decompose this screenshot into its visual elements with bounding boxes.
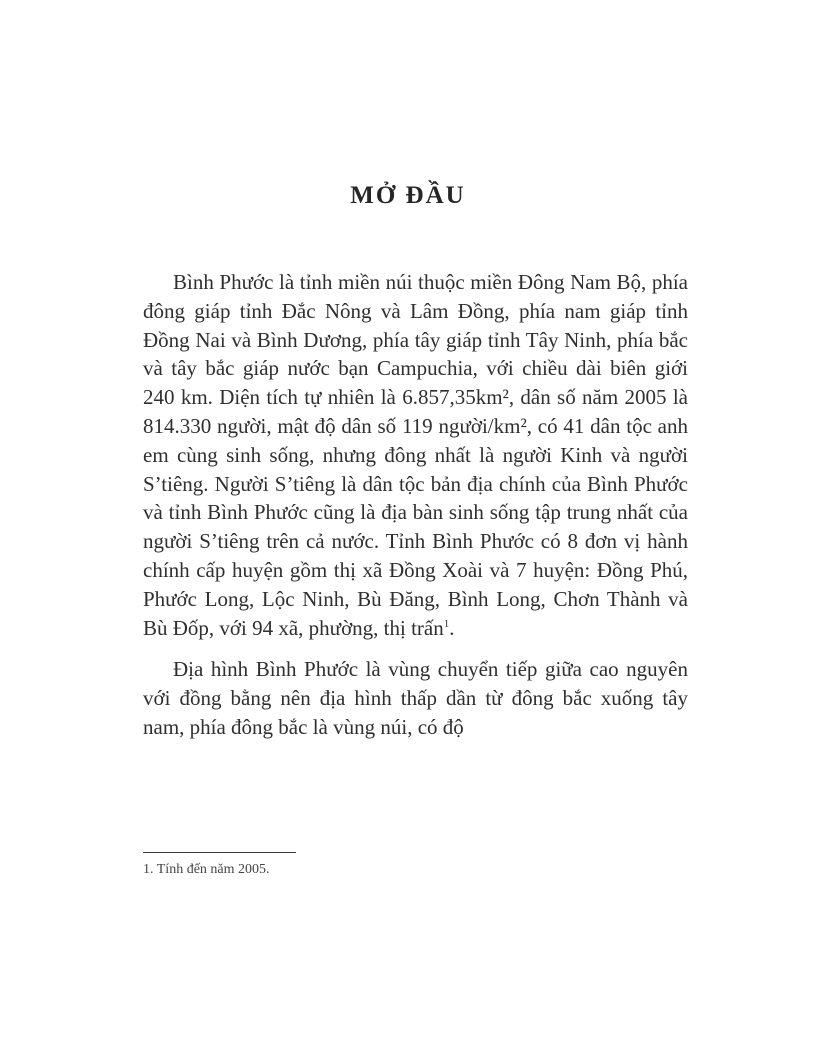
body-text	[143, 268, 688, 742]
footnote: 1. Tính đến năm 2005.	[143, 862, 270, 877]
paragraph-1-text: Bình Phước là tỉnh miền núi thuộc miền Đông Nam Bộ, phía đông giáp tỉnh Đắc Nông và Lâm Đồng, phía nam giáp tỉnh Đồng Nai và Bình Dương, phía tây giáp tỉnh Tây Ninh, phía bắc và tây bắc giáp nước bạn Campuchia, với chiều dài biên giới 240 km. Diện tích tự nhiên là 6.857,35km², dân số năm 2005 là 814.330 người, mật độ dân số 119 người/km², có 41 dân tộc anh em cùng sinh sống, nhưng đông nhất là người Kinh và người S’tiêng. Người S’tiêng là dân tộc bản địa chính của Bình Phước và tỉnh Bình Phước cũng là địa bàn sinh sống tập trung nhất của người S’tiêng trên cả nước. Tỉnh Bình Phước có 8 đơn vị hành chính cấp huyện gồm thị xã Đồng Xoài và 7 huyện: Đồng Phú, Phước Long, Lộc Ninh, Bù Đăng, Bình Long, Chơn Thành và Bù Đốp, với 94 xã, phường, thị trấn	[143, 270, 688, 640]
footnote-ref: 1	[443, 617, 450, 630]
paragraph-2	[143, 655, 688, 741]
footnote-divider	[143, 852, 296, 853]
paragraph-1-end: .	[449, 615, 455, 640]
paragraph-1	[143, 268, 688, 642]
paragraph-2-text: Địa hình Bình Phước là vùng chuyển tiếp giữa cao nguyên với đồng bằng nên địa hình thấp dần từ đông bắc xuống tây nam, phía đông bắc là vùng núi, có độ	[143, 657, 688, 739]
page-title: MỞ ĐẦU	[350, 182, 466, 209]
